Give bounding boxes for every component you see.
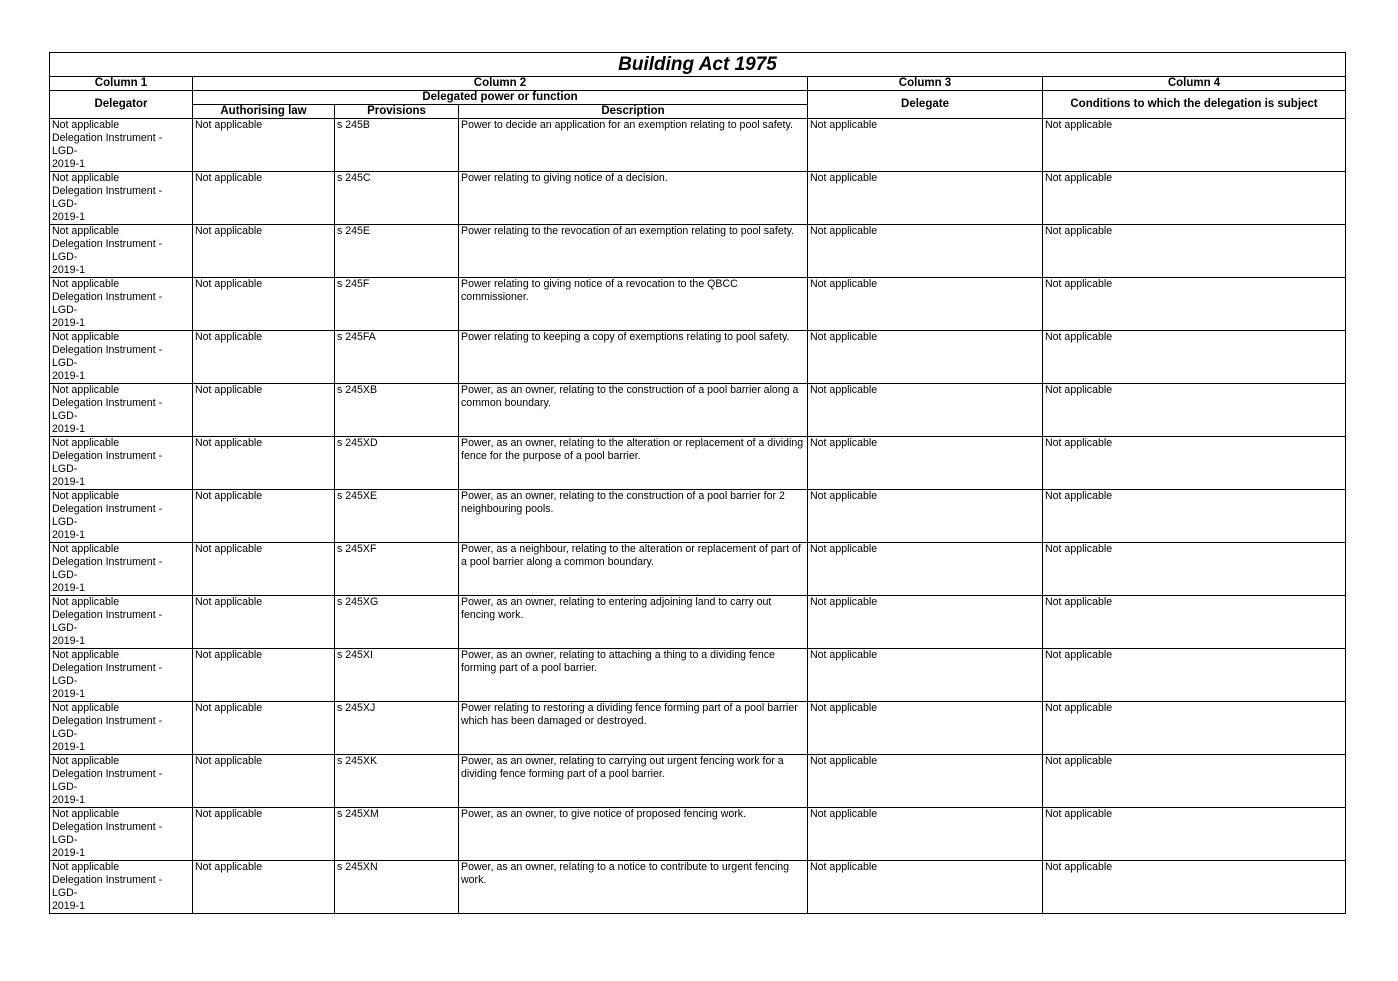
authorising-law-cell: Not applicable: [193, 437, 335, 490]
provision-cell: s 245FA: [335, 331, 459, 384]
delegator-cell: [50, 331, 193, 384]
delegator-line-2: Delegation Instrument - LGD-: [52, 450, 163, 475]
delegator-line-2: Delegation Instrument - LGD-: [52, 768, 163, 793]
description-cell: Power, as an owner, relating to a notice to contribute to urgent fencing work.: [459, 861, 808, 914]
delegate-cell: Not applicable: [808, 278, 1043, 331]
column-2-header: Column 2: [193, 77, 808, 91]
table-row: [50, 172, 1346, 225]
table-row: [50, 490, 1346, 543]
delegate-cell: Not applicable: [808, 331, 1043, 384]
column-4-header: Column 4: [1043, 77, 1346, 91]
delegate-cell: Not applicable: [808, 225, 1043, 278]
delegate-cell: Not applicable: [808, 119, 1043, 172]
authorising-law-cell: Not applicable: [193, 861, 335, 914]
provision-cell: s 245XN: [335, 861, 459, 914]
delegate-cell: Not applicable: [808, 384, 1043, 437]
delegator-line-1: Not applicable: [52, 384, 120, 396]
delegator-line-1: Not applicable: [52, 649, 120, 661]
table-row: [50, 861, 1346, 914]
delegator-line-3: 2019-1: [52, 582, 85, 594]
delegate-cell: Not applicable: [808, 861, 1043, 914]
delegator-cell: [50, 808, 193, 861]
conditions-cell: Not applicable: [1043, 490, 1346, 543]
delegation-table: [49, 52, 1346, 914]
table-row: [50, 225, 1346, 278]
conditions-cell: Not applicable: [1043, 225, 1346, 278]
delegator-line-3: 2019-1: [52, 635, 85, 647]
delegator-line-1: Not applicable: [52, 119, 120, 131]
column-3-header: Column 3: [808, 77, 1043, 91]
description-cell: Power relating to giving notice of a decision.: [459, 172, 808, 225]
delegator-line-2: Delegation Instrument - LGD-: [52, 503, 163, 528]
delegator-line-1: Not applicable: [52, 755, 120, 767]
delegator-line-1: Not applicable: [52, 543, 120, 555]
delegator-line-2: Delegation Instrument - LGD-: [52, 344, 163, 369]
delegate-cell: Not applicable: [808, 649, 1043, 702]
delegate-cell: Not applicable: [808, 808, 1043, 861]
description-cell: Power, as an owner, relating to the construction of a pool barrier for 2 neighbouring pools.: [459, 490, 808, 543]
delegator-line-2: Delegation Instrument - LGD-: [52, 821, 163, 846]
delegator-cell: [50, 596, 193, 649]
table-row: [50, 384, 1346, 437]
delegated-power-header: Delegated power or function: [193, 91, 808, 105]
provision-cell: s 245B: [335, 119, 459, 172]
table-row: [50, 596, 1346, 649]
conditions-header: Conditions to which the delegation is subject: [1043, 91, 1346, 119]
table-row: [50, 702, 1346, 755]
provision-cell: s 245XM: [335, 808, 459, 861]
delegator-line-1: Not applicable: [52, 331, 120, 343]
delegator-cell: [50, 702, 193, 755]
delegator-header: Delegator: [50, 91, 193, 119]
delegator-cell: [50, 543, 193, 596]
delegator-cell: [50, 172, 193, 225]
delegator-line-2: Delegation Instrument - LGD-: [52, 609, 163, 634]
provision-cell: s 245XF: [335, 543, 459, 596]
delegator-cell: [50, 119, 193, 172]
conditions-cell: Not applicable: [1043, 278, 1346, 331]
delegator-line-1: Not applicable: [52, 490, 120, 502]
delegator-line-3: 2019-1: [52, 688, 85, 700]
delegator-line-3: 2019-1: [52, 317, 85, 329]
authorising-law-cell: Not applicable: [193, 119, 335, 172]
delegator-line-1: Not applicable: [52, 278, 120, 290]
authorising-law-cell: Not applicable: [193, 490, 335, 543]
conditions-cell: Not applicable: [1043, 437, 1346, 490]
description-cell: Power relating to the revocation of an exemption relating to pool safety.: [459, 225, 808, 278]
table-title: Building Act 1975: [50, 53, 1346, 77]
delegator-line-1: Not applicable: [52, 225, 120, 237]
description-cell: Power relating to giving notice of a revocation to the QBCC commissioner.: [459, 278, 808, 331]
description-cell: Power relating to restoring a dividing fence forming part of a pool barrier which has been damaged or destroyed.: [459, 702, 808, 755]
delegator-line-3: 2019-1: [52, 900, 85, 912]
delegator-line-2: Delegation Instrument - LGD-: [52, 874, 163, 899]
authorising-law-cell: Not applicable: [193, 278, 335, 331]
delegator-cell: [50, 384, 193, 437]
provision-cell: s 245XE: [335, 490, 459, 543]
conditions-cell: Not applicable: [1043, 172, 1346, 225]
authorising-law-cell: Not applicable: [193, 384, 335, 437]
authorising-law-cell: Not applicable: [193, 543, 335, 596]
description-cell: Power, as an owner, to give notice of proposed fencing work.: [459, 808, 808, 861]
conditions-cell: Not applicable: [1043, 596, 1346, 649]
delegator-line-1: Not applicable: [52, 437, 120, 449]
delegator-line-1: Not applicable: [52, 596, 120, 608]
delegator-line-2: Delegation Instrument - LGD-: [52, 662, 163, 687]
delegator-cell: [50, 225, 193, 278]
description-cell: Power, as an owner, relating to entering adjoining land to carry out fencing work.: [459, 596, 808, 649]
authorising-law-cell: Not applicable: [193, 702, 335, 755]
conditions-cell: Not applicable: [1043, 861, 1346, 914]
delegator-line-1: Not applicable: [52, 808, 120, 820]
provision-cell: s 245XD: [335, 437, 459, 490]
delegator-cell: [50, 278, 193, 331]
delegator-line-3: 2019-1: [52, 158, 85, 170]
delegator-cell: [50, 649, 193, 702]
authorising-law-cell: Not applicable: [193, 331, 335, 384]
description-cell: Power, as a neighbour, relating to the alteration or replacement of part of a pool barrier along a common boundary.: [459, 543, 808, 596]
authorising-law-cell: Not applicable: [193, 808, 335, 861]
delegator-line-3: 2019-1: [52, 370, 85, 382]
authorising-law-cell: Not applicable: [193, 225, 335, 278]
delegate-cell: Not applicable: [808, 490, 1043, 543]
delegate-cell: Not applicable: [808, 755, 1043, 808]
provision-cell: s 245E: [335, 225, 459, 278]
delegate-cell: Not applicable: [808, 702, 1043, 755]
provision-cell: s 245F: [335, 278, 459, 331]
provision-cell: s 245XJ: [335, 702, 459, 755]
conditions-cell: Not applicable: [1043, 384, 1346, 437]
provisions-header: Provisions: [335, 105, 459, 119]
delegator-line-2: Delegation Instrument - LGD-: [52, 291, 163, 316]
column-1-header: Column 1: [50, 77, 193, 91]
authorising-law-cell: Not applicable: [193, 172, 335, 225]
delegator-line-3: 2019-1: [52, 211, 85, 223]
delegator-cell: [50, 490, 193, 543]
provision-cell: s 245XB: [335, 384, 459, 437]
conditions-cell: Not applicable: [1043, 119, 1346, 172]
table-row: [50, 278, 1346, 331]
authorising-law-cell: Not applicable: [193, 649, 335, 702]
delegate-cell: Not applicable: [808, 172, 1043, 225]
conditions-cell: Not applicable: [1043, 331, 1346, 384]
description-cell: Power, as an owner, relating to carrying out urgent fencing work for a dividing fence forming part of a pool barrier.: [459, 755, 808, 808]
authorising-law-cell: Not applicable: [193, 596, 335, 649]
delegator-cell: [50, 861, 193, 914]
description-cell: Power, as an owner, relating to the construction of a pool barrier along a common boundary.: [459, 384, 808, 437]
description-header: Description: [459, 105, 808, 119]
delegator-line-3: 2019-1: [52, 476, 85, 488]
conditions-cell: Not applicable: [1043, 702, 1346, 755]
description-cell: Power, as an owner, relating to the alteration or replacement of a dividing fence for the purpose of a pool barrier.: [459, 437, 808, 490]
description-cell: Power relating to keeping a copy of exemptions relating to pool safety.: [459, 331, 808, 384]
delegator-line-1: Not applicable: [52, 702, 120, 714]
delegate-cell: Not applicable: [808, 543, 1043, 596]
delegator-line-3: 2019-1: [52, 847, 85, 859]
description-cell: Power to decide an application for an exemption relating to pool safety.: [459, 119, 808, 172]
authorising-law-cell: Not applicable: [193, 755, 335, 808]
delegator-line-3: 2019-1: [52, 264, 85, 276]
provision-cell: s 245XK: [335, 755, 459, 808]
delegator-line-2: Delegation Instrument - LGD-: [52, 397, 163, 422]
table-row: [50, 808, 1346, 861]
delegator-line-3: 2019-1: [52, 741, 85, 753]
delegate-cell: Not applicable: [808, 437, 1043, 490]
provision-cell: s 245XI: [335, 649, 459, 702]
delegator-cell: [50, 437, 193, 490]
conditions-cell: Not applicable: [1043, 808, 1346, 861]
conditions-cell: Not applicable: [1043, 543, 1346, 596]
delegate-header: Delegate: [808, 91, 1043, 119]
delegator-line-2: Delegation Instrument - LGD-: [52, 185, 163, 210]
delegator-cell: [50, 755, 193, 808]
delegator-line-3: 2019-1: [52, 529, 85, 541]
table-row: [50, 649, 1346, 702]
authorising-law-header: Authorising law: [193, 105, 335, 119]
table-row: [50, 543, 1346, 596]
table-row: [50, 331, 1346, 384]
description-cell: Power, as an owner, relating to attaching a thing to a dividing fence forming part of a pool barrier.: [459, 649, 808, 702]
table-body: [50, 119, 1346, 914]
table-row: [50, 437, 1346, 490]
provision-cell: s 245C: [335, 172, 459, 225]
delegator-line-3: 2019-1: [52, 423, 85, 435]
delegator-line-1: Not applicable: [52, 172, 120, 184]
delegate-cell: Not applicable: [808, 596, 1043, 649]
delegator-line-2: Delegation Instrument - LGD-: [52, 715, 163, 740]
table-row: [50, 755, 1346, 808]
delegator-line-2: Delegation Instrument - LGD-: [52, 238, 163, 263]
table-row: [50, 119, 1346, 172]
provision-cell: s 245XG: [335, 596, 459, 649]
delegator-line-2: Delegation Instrument - LGD-: [52, 556, 163, 581]
delegator-line-2: Delegation Instrument - LGD-: [52, 132, 163, 157]
conditions-cell: Not applicable: [1043, 755, 1346, 808]
delegator-line-3: 2019-1: [52, 794, 85, 806]
conditions-cell: Not applicable: [1043, 649, 1346, 702]
delegator-line-1: Not applicable: [52, 861, 120, 873]
